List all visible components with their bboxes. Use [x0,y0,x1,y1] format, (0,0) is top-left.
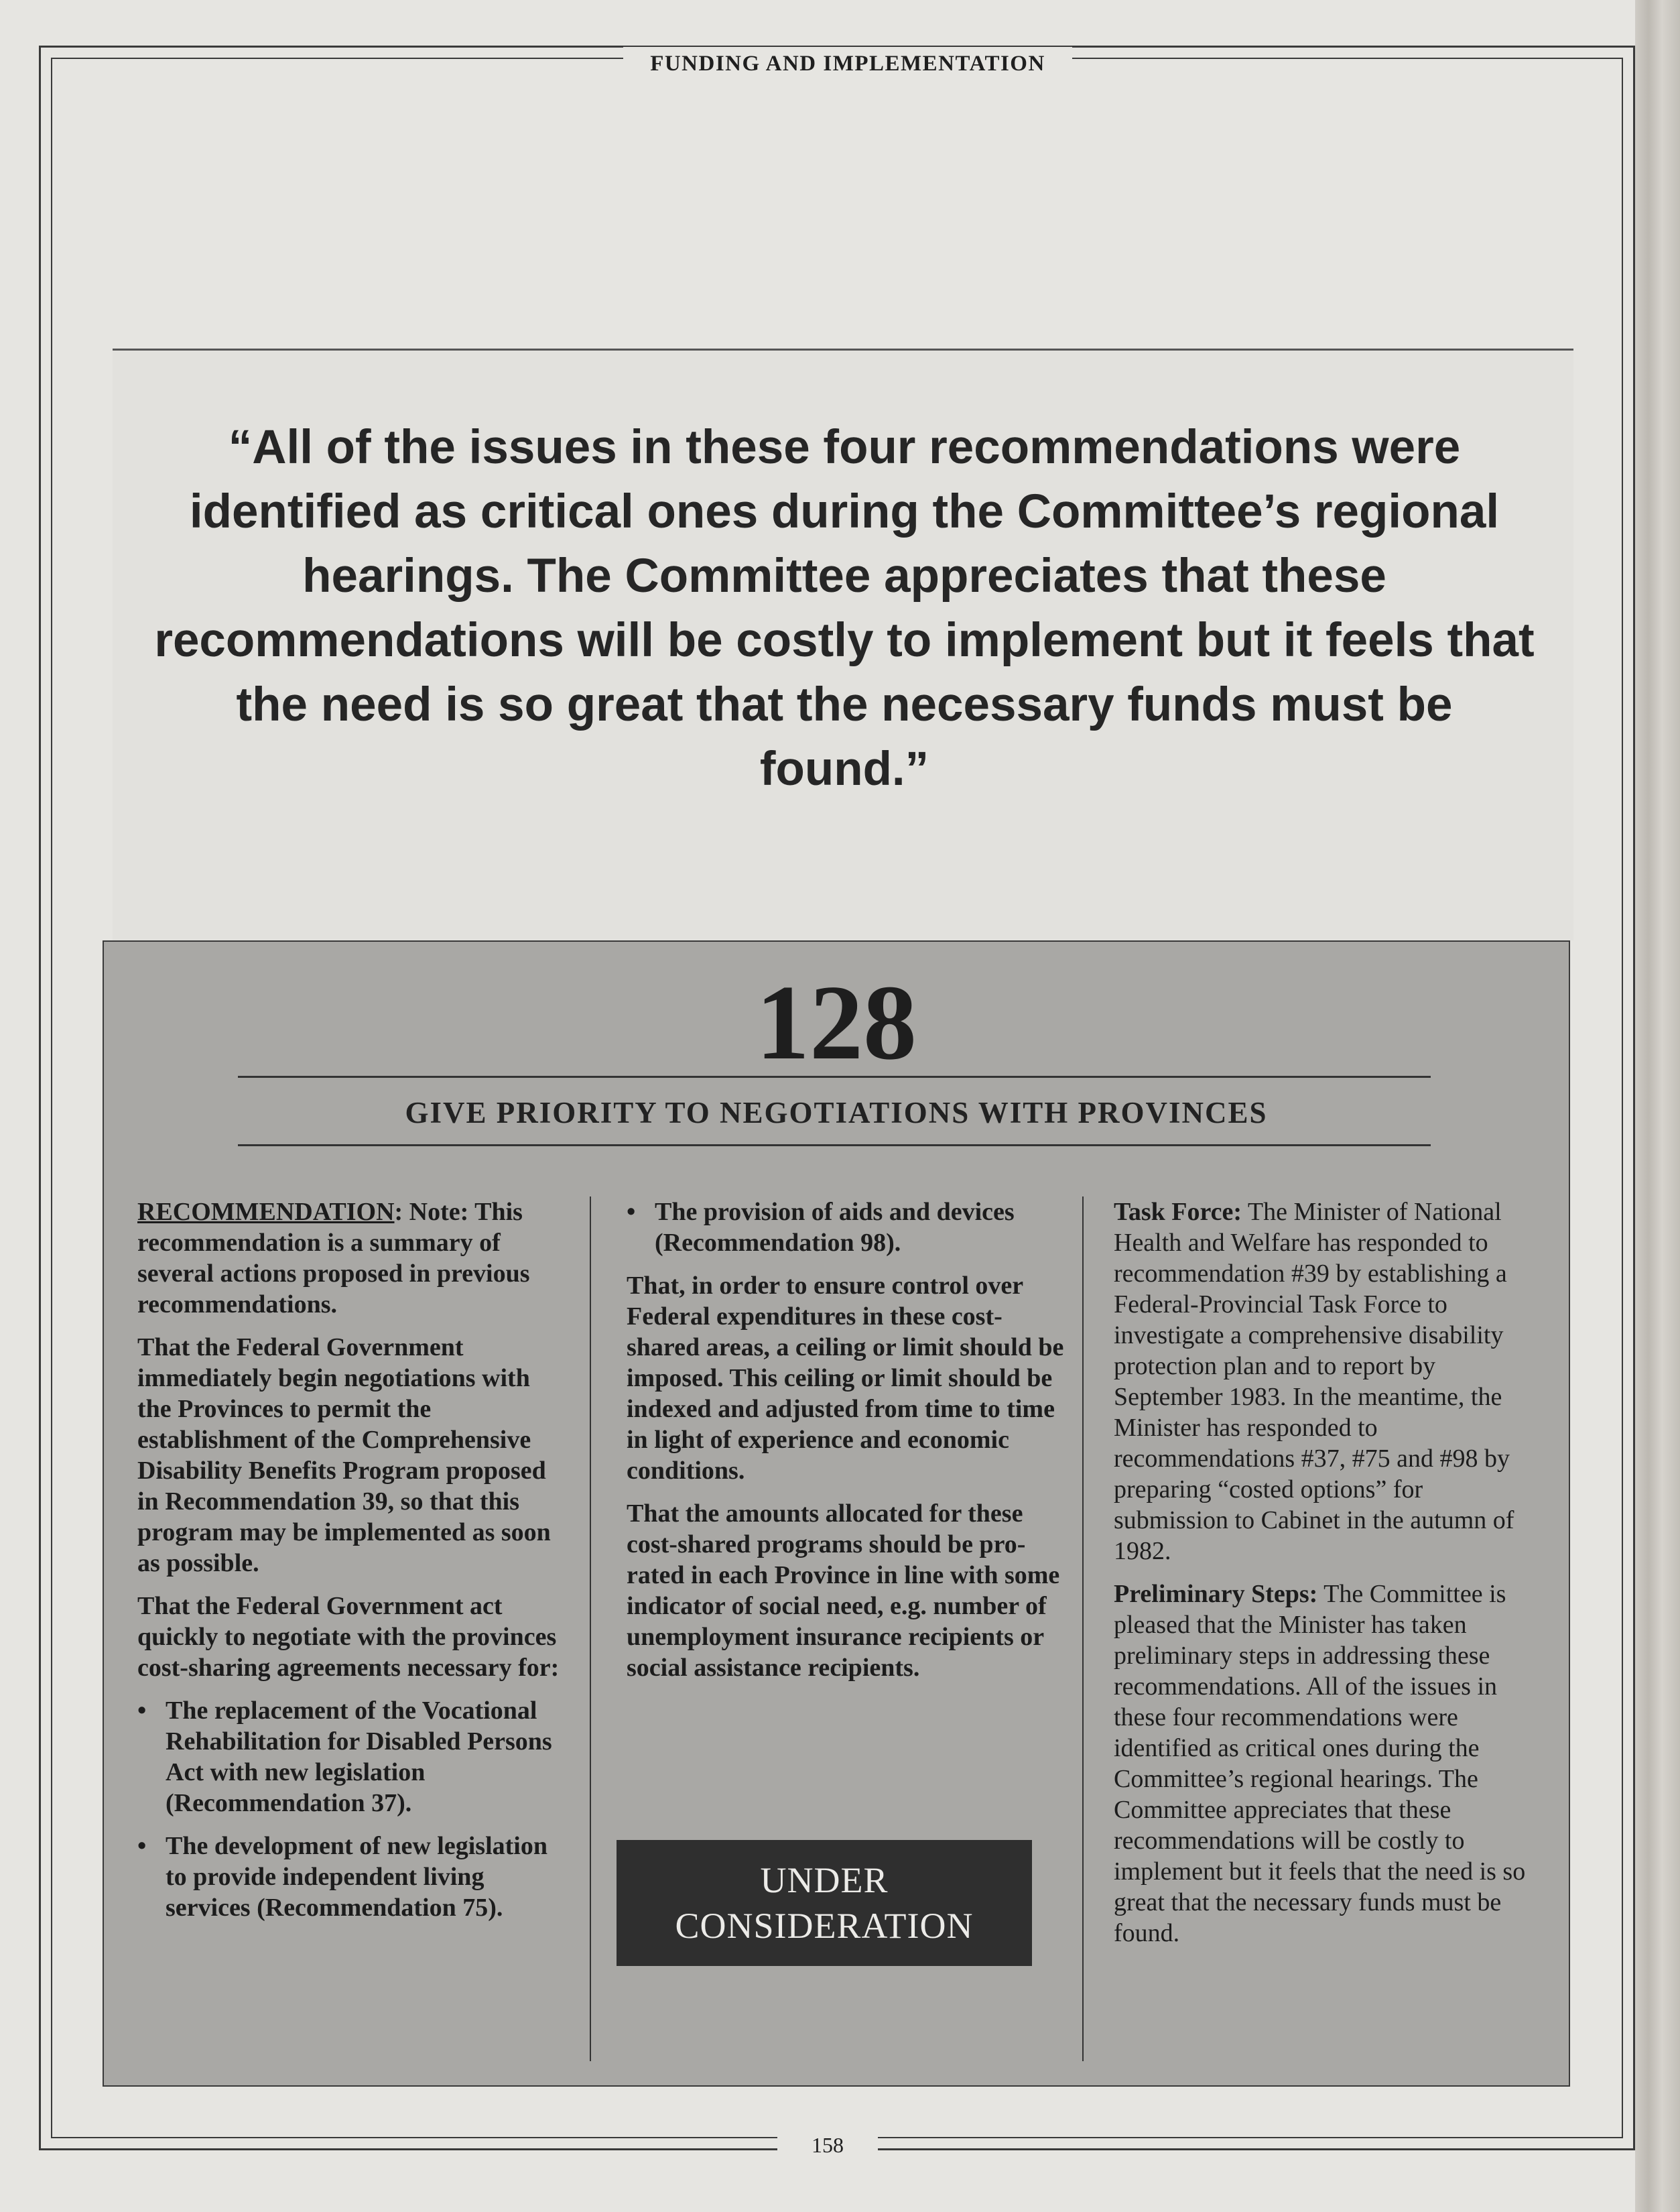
list-item: • The replacement of the Vocational Rehabilitation for Disabled Persons Act with new legislation (Recommendation 37). [137,1695,566,1819]
preliminary-steps-label: Preliminary Steps: [1114,1580,1318,1608]
column-divider [590,1196,591,2061]
recommendation-label: RECOMMENDATION [137,1198,395,1226]
title-rule-top [238,1076,1431,1078]
status-badge [617,1840,1032,1966]
column-recommendation [137,1196,566,1935]
paragraph-negotiations: That the Federal Government immediately begin negotiations with the Provinces to permit the establishment of the Comprehensive Disability Benefits Program proposed in Recommendation 39, so that this program may be implemented as soon as possible. [137,1333,551,1577]
status-line-2: CONSIDERATION [675,1906,974,1946]
running-head: FUNDING AND IMPLEMENTATION [623,47,1072,80]
column-response [1114,1196,1543,1961]
paragraph-cost-sharing: That the Federal Government act quickly to negotiate with the provinces cost-sharing agreements necessary for: [137,1592,560,1682]
recommendation-box [103,940,1570,2087]
recommendation-note [137,1196,566,1320]
cost-sharing-list-continued [627,1196,1069,1258]
column-divider [1082,1196,1084,2061]
task-force-text: The Minister of National Health and Welfare has responded to recommendation #39 by establishing a Federal-Provincial Task Force to investigate a comprehensive disability protection plan and to report by September 1983. In the meantime, the Minister has responded to recommendations #37, #75 and #98 by preparing “costed options” for submission to Cabinet in the autumn of 1982. [1114,1198,1514,1565]
paragraph-ceiling: That, in order to ensure control over Federal expenditures in these cost-shared areas, a ceiling or limit should be imposed. This ceiling or limit should be indexed and adjusted from time to time in light of experience and economic conditions. [627,1272,1064,1485]
preliminary-steps-text: The Committee is pleased that the Minister has taken preliminary steps in addressing these recommendations. All of the issues in these four recommendations were identified as critical ones during the Committee’s regional hearings. The Committee appreciates that these recommendations will be costly to implement but it feels that the need is so great that the necessary funds must be found. [1114,1580,1526,1947]
note-text: : Note: This recommendation is a summary of several actions proposed in previous recommendations. [137,1198,530,1318]
page-number: 158 [777,2125,878,2165]
preliminary-steps-paragraph [1114,1579,1543,1949]
page-edge-shadow [1635,0,1680,2212]
cost-sharing-list [137,1695,566,1923]
recommendation-title: GIVE PRIORITY TO NEGOTIATIONS WITH PROVINCES [405,1096,1268,1129]
list-item: • The provision of aids and devices (Recommendation 98). [627,1196,1069,1258]
task-force-label: Task Force: [1114,1198,1242,1226]
list-item: • The development of new legislation to provide independent living services (Recommendation 75). [137,1831,566,1923]
status-line-1: UNDER [760,1860,889,1900]
column-continued [627,1196,1069,1695]
pull-quote: “All of the issues in these four recommendations were identified as critical ones during the Committee’s regional hearings. The Committee appreciates that these recommendations will be costly to implement but it feels that the need is so great that the necessary funds must be found.” [154,421,1535,796]
recommendation-number: 128 [756,963,917,1082]
task-force-paragraph [1114,1196,1543,1566]
paragraph-pro-rated: That the amounts allocated for these cost-shared programs should be pro-rated in each Province in line with some indicator of social need, e.g. number of unemployment insurance recipients or social assistance recipients. [627,1499,1060,1682]
title-rule-bottom [238,1144,1431,1146]
